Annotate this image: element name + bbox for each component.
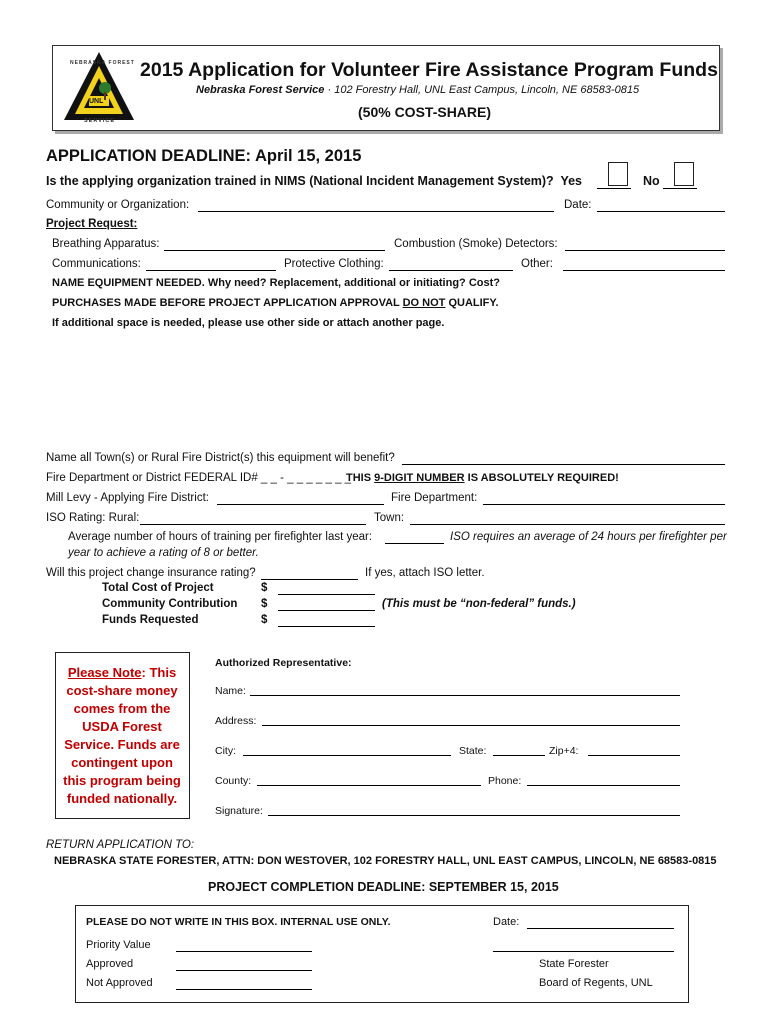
funds-requested-field[interactable] [278, 626, 375, 627]
nims-yes-checkbox[interactable] [608, 162, 628, 186]
note-prefix: Please Note [67, 665, 142, 680]
internal-date-label: Date: [493, 916, 520, 928]
rep-city-field[interactable] [243, 755, 451, 756]
return-label: RETURN APPLICATION TO: [46, 839, 195, 851]
instruction-space: If additional space is needed, please use other side or attach another page. [52, 317, 445, 329]
purchases-a: PURCHASES MADE BEFORE PROJECT APPLICATION APPROVAL [52, 297, 403, 309]
mill-levy-field[interactable] [217, 504, 384, 505]
federal-id-required [346, 472, 619, 484]
application-deadline: APPLICATION DEADLINE: April 15, 2015 [46, 147, 362, 165]
agency-name: Nebraska Forest Service [196, 84, 325, 96]
training-field[interactable] [385, 543, 444, 544]
instruction-purchases [52, 297, 499, 309]
rep-county-label: County: [215, 775, 252, 787]
internal-signature-line[interactable] [493, 951, 674, 952]
rep-address-label: Address: [215, 715, 257, 727]
community-field[interactable] [198, 211, 554, 212]
rep-signature-field[interactable] [268, 815, 680, 816]
iso-rating-label: ISO Rating: Rural: [46, 512, 140, 524]
internal-title: PLEASE DO NOT WRITE IN THIS BOX. INTERNAL USE ONLY. [86, 916, 391, 928]
iso-town-field[interactable] [410, 524, 725, 525]
communications-field[interactable] [146, 270, 276, 271]
logo-service: SERVICE [84, 118, 116, 124]
rep-state-label: State: [459, 745, 487, 757]
nims-yes-label: Yes [560, 174, 582, 188]
required-b: 9-DIGIT NUMBER [374, 472, 465, 484]
agency-line: Nebraska Forest Service · 102 Forestry Hall, UNL East Campus, Lincoln, NE 68583-0815 [196, 84, 640, 96]
iso-rural-field[interactable] [140, 524, 366, 525]
purchases-do-not: DO NOT [402, 297, 446, 309]
communications-label: Communications: [52, 258, 141, 270]
fire-dept-field[interactable] [483, 504, 725, 505]
town-label: Town: [374, 512, 405, 524]
rep-address-field[interactable] [262, 725, 680, 726]
combustion-field[interactable] [565, 250, 725, 251]
iso-letter-label: If yes, attach ISO letter. [365, 567, 485, 579]
date-label: Date: [564, 199, 592, 211]
required-c: IS ABSOLUTELY REQUIRED! [464, 472, 619, 484]
training-label: Average number of hours of training per firefighter last year: [68, 531, 373, 543]
total-cost-dollar: $ [261, 582, 268, 594]
cost-share: (50% COST-SHARE) [358, 104, 492, 120]
return-address: NEBRASKA STATE FORESTER, ATTN: DON WESTOVER, 102 FORESTRY HALL, UNL EAST CAMPUS, LINCOLN, NE 68583-0815 [54, 855, 717, 867]
note-body: : This cost-share money comes from the USDA Forest Service. Funds are contingent upon this program being funded nationally. [63, 665, 181, 806]
rep-name-field[interactable] [250, 695, 680, 696]
required-a: THIS [346, 472, 375, 484]
other-field[interactable] [563, 270, 725, 271]
not-approved-field[interactable] [176, 989, 312, 990]
towns-label: Name all Town(s) or Rural Fire District(s) this equipment will benefit? [46, 452, 395, 464]
non-federal-note: (This must be “non-federal” funds.) [382, 598, 576, 610]
total-cost-label: Total Cost of Project [102, 582, 214, 594]
note-text [58, 664, 186, 808]
breathing-field[interactable] [164, 250, 385, 251]
rep-phone-field[interactable] [527, 785, 680, 786]
protective-label: Protective Clothing: [284, 258, 384, 270]
fire-dept-label: Fire Department: [391, 492, 478, 504]
insurance-field[interactable] [261, 579, 358, 580]
rep-phone-label: Phone: [488, 775, 522, 787]
rep-zip-label: Zip+4: [549, 745, 579, 757]
nims-text: Is the applying organization trained in NIMS (National Incident Management System)? [46, 174, 554, 188]
state-forester-label: State Forester [539, 958, 609, 970]
priority-label: Priority Value [86, 939, 151, 951]
rep-title: Authorized Representative: [215, 657, 352, 669]
nims-question [46, 174, 582, 188]
priority-field[interactable] [176, 951, 312, 952]
community-contribution-field[interactable] [278, 610, 375, 611]
logo-top: NEBRASKA FOREST [70, 60, 135, 66]
federal-id-label: Fire Department or District FEDERAL ID# _ _ - _ _ _ _ _ _ _ [46, 472, 352, 484]
rep-county-field[interactable] [257, 785, 481, 786]
iso-note-2: year to achieve a rating of 8 or better. [68, 547, 259, 559]
not-approved-label: Not Approved [86, 977, 153, 989]
approved-field[interactable] [176, 970, 312, 971]
funds-requested-label: Funds Requested [102, 614, 199, 626]
nims-no-label: No [643, 174, 660, 188]
internal-date-field[interactable] [527, 928, 674, 929]
board-regents-label: Board of Regents, UNL [539, 977, 653, 989]
approved-label: Approved [86, 958, 134, 970]
iso-note-1: ISO requires an average of 24 hours per firefighter per [450, 531, 727, 543]
protective-field[interactable] [389, 270, 513, 271]
date-field[interactable] [597, 211, 725, 212]
community-contribution-dollar: $ [261, 598, 268, 610]
instruction-equipment: NAME EQUIPMENT NEEDED. Why need? Replacement, additional or initiating? Cost? [52, 277, 500, 289]
breathing-label: Breathing Apparatus: [52, 238, 160, 250]
nims-no-checkbox[interactable] [674, 162, 694, 186]
page-title: 2015 Application for Volunteer Fire Assistance Program Funds [140, 59, 718, 81]
rep-name-label: Name: [215, 685, 246, 697]
other-label: Other: [521, 258, 553, 270]
rep-state-field[interactable] [493, 755, 545, 756]
funds-requested-dollar: $ [261, 614, 268, 626]
rep-zip-field[interactable] [588, 755, 680, 756]
community-contribution-label: Community Contribution [102, 598, 238, 610]
mill-levy-label: Mill Levy - Applying Fire District: [46, 492, 209, 504]
total-cost-field[interactable] [278, 594, 375, 595]
project-request-heading: Project Request: [46, 218, 138, 230]
towns-field[interactable] [402, 464, 725, 465]
completion-deadline: PROJECT COMPLETION DEADLINE: SEPTEMBER 15, 2015 [208, 880, 559, 894]
purchases-c: QUALIFY. [445, 297, 499, 309]
community-label: Community or Organization: [46, 199, 190, 211]
logo-unl: UNL [89, 98, 104, 105]
insurance-label: Will this project change insurance rating? [46, 567, 256, 579]
rep-city-label: City: [215, 745, 236, 757]
rep-signature-label: Signature: [215, 805, 263, 817]
agency-address: 102 Forestry Hall, UNL East Campus, Lincoln, NE 68583-0815 [334, 84, 640, 96]
combustion-label: Combustion (Smoke) Detectors: [394, 238, 558, 250]
